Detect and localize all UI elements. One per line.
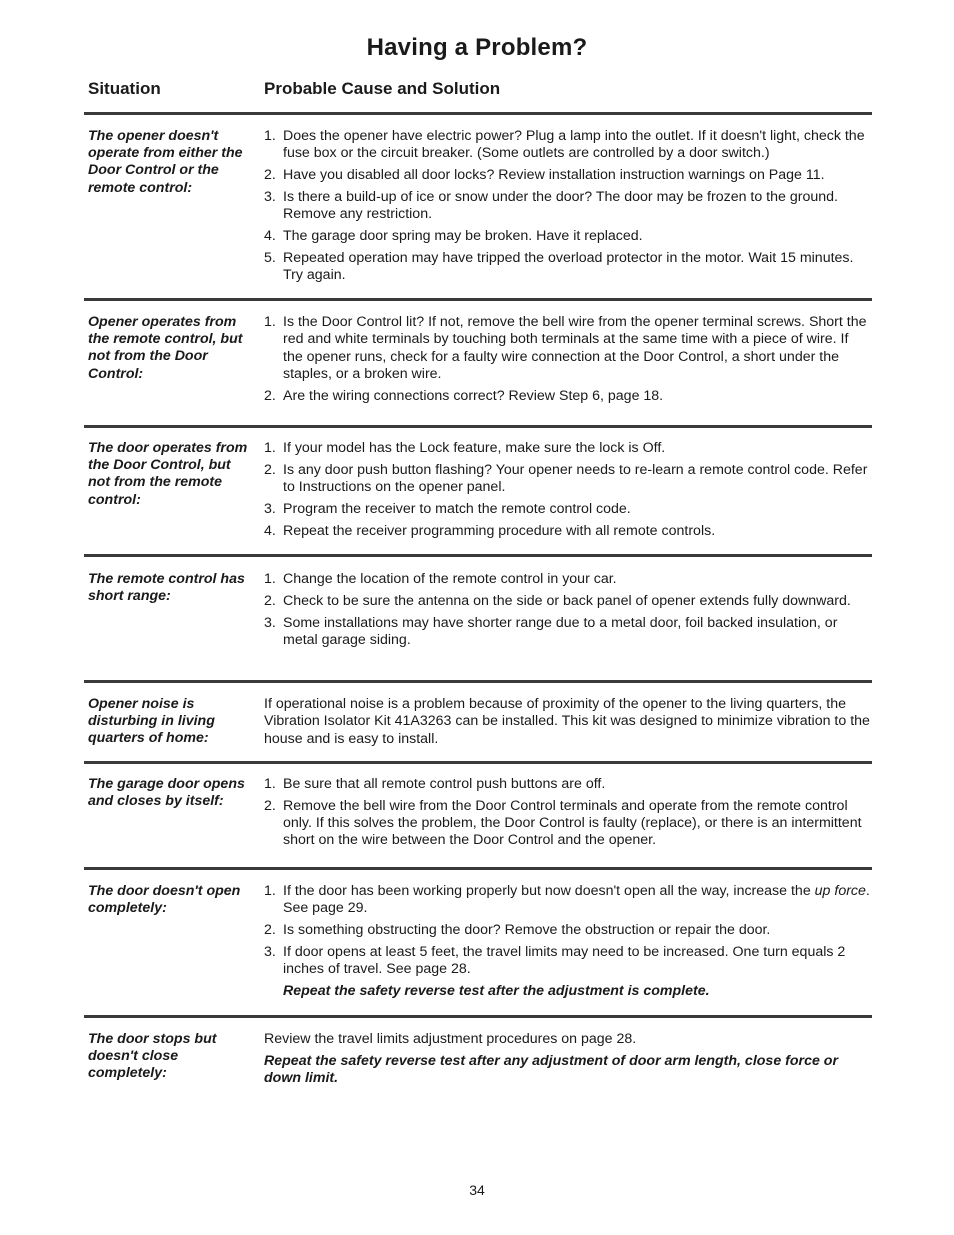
situation-label: Opener operates from the remote control, but not from the Door Control: [88, 314, 243, 382]
problem-section-6 [88, 776, 870, 856]
list-item: 2. Is something obstructing the door? Remove the obstruction or repair the door. [264, 922, 771, 939]
list-item: 1. Does the opener have electric power? Plug a lamp into the outlet. If it doesn't light, check the fuse box or the circuit breaker. (Some outlets are controlled by a door switch.) [264, 128, 865, 162]
list-item: 1. Change the location of the remote control in your car. [264, 571, 617, 587]
safety-warning: Repeat the safety reverse test after any adjustment of door arm length, close force or down limit. [264, 1052, 838, 1087]
solution-text [264, 696, 870, 752]
solution-text [264, 1031, 870, 1092]
situation-label: The remote control has short range: [88, 571, 245, 605]
solution-list [264, 571, 870, 654]
solution-list [264, 128, 870, 289]
up-force-term: up force [814, 883, 866, 899]
divider [84, 554, 872, 557]
list-item: 1. Be sure that all remote control push buttons are off. [264, 776, 606, 792]
situation-label: The opener doesn't operate from either the Door Control or the remote control: [88, 128, 243, 196]
solution-list [264, 776, 870, 854]
problem-section-5 [88, 696, 870, 756]
divider [84, 425, 872, 428]
list-item: 1. If your model has the Lock feature, make sure the lock is Off. [264, 440, 666, 456]
list-item: 5. Repeated operation may have tripped the overload protector in the motor. Wait 15 minutes. Try again. [264, 249, 854, 284]
page-number: 34 [469, 1182, 485, 1198]
divider [84, 1015, 872, 1018]
problem-section-7 [88, 883, 870, 998]
solution-list [264, 883, 870, 1005]
list-item: 3. Is there a build-up of ice or snow under the door? The door may be frozen to the ground. Remove any restriction. [264, 188, 838, 223]
list-item: 3. Program the receiver to match the remote control code. [264, 500, 631, 517]
list-item: 2. Have you disabled all door locks? Review installation instruction warnings on Page 11. [264, 167, 825, 184]
list-item: 4. Repeat the receiver programming procedure with all remote controls. [264, 522, 716, 539]
column-header-cause: Probable Cause and Solution [264, 79, 501, 98]
list-item: 3. Some installations may have shorter range due to a metal door, foil backed insulation, or metal garage siding. [264, 614, 838, 648]
divider [84, 680, 872, 683]
page-title: Having a Problem? [366, 34, 588, 61]
divider [84, 298, 872, 301]
list-item: 2. Are the wiring connections correct? Review Step 6, page 18. [264, 387, 664, 404]
situation-label: The door operates from the Door Control, but not from the remote control: [88, 440, 248, 508]
list-item: 2. Check to be sure the antenna on the side or back panel of opener extends fully downward. [264, 592, 851, 609]
situation-label: The door stops but doesn't close completely: [88, 1031, 217, 1082]
list-item: 2. Is any door push button flashing? Your opener needs to re-learn a remote control code. Refer to Instructions on the opener panel. [264, 461, 868, 496]
problem-section-3 [88, 440, 870, 545]
list-item: 2. Remove the bell wire from the Door Control terminals and operate from the remote control only. If this solves the problem, the Door Control is faulty (replace), or there is an intermittent short on the wire between the Door Control and the opener. [264, 797, 862, 849]
problem-section-8 [88, 1031, 870, 1101]
situation-label: Opener noise is disturbing in living quarters of home: [88, 696, 215, 747]
divider [84, 867, 872, 870]
solution-list [264, 440, 870, 544]
problem-section-2 [88, 314, 870, 414]
list-item: 1. Is the Door Control lit? If not, remove the bell wire from the opener terminal screws. Short the red and white terminals by touching both terminals at the same time with a piece of wire. If the opener runs, check for a faulty wire connection at the Door Control, a short under the staples, or a broken wire. [264, 314, 867, 382]
safety-warning: Repeat the safety reverse test after the adjustment is complete. [283, 982, 710, 999]
column-header-situation: Situation [88, 79, 161, 98]
divider [84, 112, 872, 115]
situation-label: The door doesn't open completely: [88, 883, 241, 917]
list-item: 3. If door opens at least 5 feet, the travel limits may need to be increased. One turn equals 2 inches of travel. See page 28. [264, 943, 846, 978]
solution-paragraph: Review the travel limits adjustment procedures on page 28. [264, 1031, 637, 1047]
problem-section-4 [88, 571, 870, 671]
list-item: 4. The garage door spring may be broken. Have it replaced. [264, 227, 643, 244]
solution-paragraph: If operational noise is a problem because of proximity of the opener to the living quarters, the Vibration Isolator Kit 41A3263 can be installed. This kit was designed to minimize vibration to the house and is easy to install. [264, 696, 870, 747]
situation-label: The garage door opens and closes by itself: [88, 776, 245, 810]
solution-list [264, 314, 870, 409]
problem-section-1 [88, 128, 870, 288]
divider [84, 761, 872, 764]
list-item: 1. If the door has been working properly but now doesn't open all the way, increase the up force. See page 29. [264, 883, 870, 917]
